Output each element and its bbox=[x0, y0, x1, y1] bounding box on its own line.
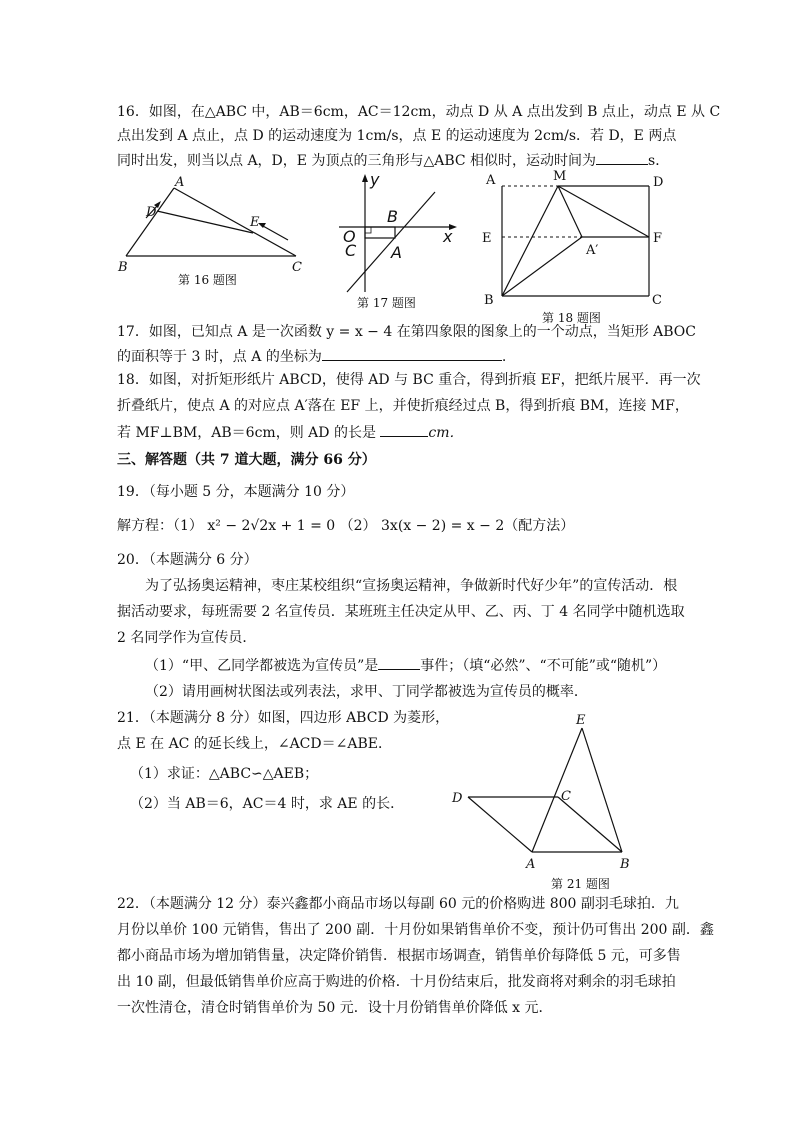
q21-line1: 21．（本题满分 8 分）如图，四边形 ABCD 为菱形， bbox=[117, 710, 450, 726]
q19-head: 19．（每小题 5 分，本题满分 10 分） bbox=[117, 484, 355, 500]
q20-sub1 bbox=[145, 656, 666, 675]
caption-16: 第 16 题图 bbox=[178, 273, 237, 287]
seg-mf bbox=[558, 186, 649, 237]
label-a: A bbox=[391, 243, 402, 262]
label-d: D bbox=[146, 205, 157, 220]
q20-head: 20．（本题满分 6 分） bbox=[117, 552, 258, 568]
seg-ba bbox=[126, 188, 174, 256]
q17-line1: 17．如图，已知点 A 是一次函数 y = x − 4 在第四象限的图象上的一个动点，当矩形 ABOC bbox=[117, 324, 696, 340]
label-c: C bbox=[561, 789, 571, 804]
label-b: B bbox=[620, 857, 630, 872]
right-angle-mark bbox=[365, 227, 371, 233]
y-arrow bbox=[362, 174, 368, 182]
caption-18: 第 18 题图 bbox=[542, 311, 601, 325]
label-y: y bbox=[370, 170, 380, 189]
label-d: D bbox=[653, 175, 664, 190]
rect-aboc bbox=[365, 227, 395, 238]
label-b: B bbox=[118, 260, 128, 275]
label-e: E bbox=[250, 215, 260, 230]
q22-line1: 22．（本题满分 12 分）泰兴鑫都小商品市场以每副 60 元的价格购进 800 副羽毛球拍．九 bbox=[117, 896, 679, 912]
seg-de bbox=[157, 211, 253, 233]
q17-line2-text: 的面积等于 3 时，点 A 的坐标为 bbox=[117, 349, 322, 365]
label-c: C bbox=[292, 260, 302, 275]
q21-line2: 点 E 在 AC 的延长线上，∠ACD＝∠ABE． bbox=[117, 736, 392, 752]
arrow-e-line bbox=[263, 226, 288, 240]
q20-sub2: （2）请用画树状图法或列表法，求甲、丁同学都被选为宣传员的概率． bbox=[145, 684, 588, 700]
label-c: C bbox=[345, 241, 357, 260]
section-3-heading: 三、解答题（共 7 道大题，满分 66 分） bbox=[117, 452, 376, 468]
seg-ba2 bbox=[502, 237, 582, 296]
q19-equations: 解方程：（1） x² − 2√2x + 1 = 0 （2） 3x(x − 2) = x − 2（配方法） bbox=[117, 518, 575, 534]
answer-blank bbox=[380, 423, 428, 437]
figure-21 bbox=[448, 712, 648, 892]
figure-16 bbox=[118, 175, 308, 288]
answer-blank bbox=[322, 347, 502, 361]
label-c: C bbox=[652, 293, 662, 308]
q18-line3 bbox=[117, 423, 464, 442]
q22-line5: 一次性清仓，清仓时销售单价为 50 元．设十月份销售单价降低 x 元． bbox=[117, 1000, 553, 1016]
label-m: M bbox=[553, 169, 567, 184]
q18-line2: 折叠纸片，使点 A 的对应点 A′落在 EF 上，并使折痕经过点 B，得到折痕 BM，连接 MF， bbox=[117, 398, 689, 414]
q18-unit: cm． bbox=[428, 425, 464, 441]
label-e: E bbox=[576, 713, 586, 728]
q16-unit: s． bbox=[648, 153, 670, 169]
answer-blank bbox=[378, 656, 420, 670]
label-b: B bbox=[484, 293, 494, 308]
q22-line4: 出 10 副，但最低销售单价应高于购进的价格．十月份结束后，批发商将对剩余的羽毛球拍 bbox=[117, 974, 676, 990]
caption-21: 第 21 题图 bbox=[551, 877, 610, 891]
seg-ac bbox=[174, 188, 296, 256]
caption-17: 第 17 题图 bbox=[357, 296, 416, 310]
q21-sub2: （2）当 AB＝6，AC＝4 时，求 AE 的长． bbox=[130, 796, 405, 812]
q20-sub1-text: （1）“甲、乙同学都被选为宣传员”是 bbox=[145, 658, 379, 674]
label-a: A bbox=[486, 173, 496, 188]
answer-blank bbox=[596, 151, 648, 165]
label-x: x bbox=[443, 227, 453, 246]
label-a-prime: A′ bbox=[586, 243, 599, 258]
q16-line2: 点出发到 A 点止，点 D 的运动速度为 1cm/s，点 E 的运动速度为 2cm/s．若 D，E 两点 bbox=[117, 128, 677, 144]
q16-line1: 16．如图，在△ABC 中，AB＝6cm，AC＝12cm，动点 D 从 A 点出发到 B 点止，动点 E 从 C bbox=[117, 104, 721, 120]
label-b: B bbox=[387, 207, 398, 226]
figure-18 bbox=[482, 170, 672, 330]
label-o: O bbox=[343, 227, 356, 246]
fold-bm bbox=[502, 186, 558, 296]
side-cb bbox=[558, 797, 622, 852]
label-e: E bbox=[482, 231, 492, 246]
seg-eb bbox=[582, 728, 622, 852]
q22-line3: 都小商品市场为增加销售量，决定降价销售．根据市场调查，销售单价每降低 5 元，可多售 bbox=[117, 948, 681, 964]
q16-line3-text: 同时出发，则当以点 A，D，E 为顶点的三角形与△ABC 相似时，运动时间为 bbox=[117, 153, 597, 169]
q17-period: . bbox=[501, 349, 507, 365]
label-a: A bbox=[526, 857, 536, 872]
q22-line2: 月份以单价 100 元销售，售出了 200 副．十月份如果销售单价不变，预计仍可售出 200 副．鑫 bbox=[117, 922, 714, 938]
q20-para2: 据活动要求，每班需要 2 名宣传员．某班班主任决定从甲、乙、丙、丁 4 名同学中随机选取 bbox=[117, 604, 685, 620]
seg-ae bbox=[532, 728, 582, 852]
seg-ma2 bbox=[558, 186, 582, 237]
label-a: A bbox=[175, 175, 185, 190]
q16-line3 bbox=[117, 151, 669, 170]
figure-17 bbox=[335, 172, 465, 312]
q20-sub1-hint: 事件；（填“必然”、“不可能”或“随机”） bbox=[420, 658, 667, 674]
q18-line1: 18．如图，对折矩形纸片 ABCD，使得 AD 与 BC 重合，得到折痕 EF，把纸片展平．再一次 bbox=[117, 372, 701, 388]
q20-para3: 2 名同学作为宣传员． bbox=[117, 630, 257, 646]
q17-line2 bbox=[117, 347, 506, 366]
q18-line3-text: 若 MF⊥BM，AB＝6cm，则 AD 的长是 bbox=[117, 425, 376, 441]
label-f: F bbox=[653, 231, 663, 246]
label-d: D bbox=[452, 791, 463, 806]
q20-para1: 为了弘扬奥运精神，枣庄某校组织“宣扬奥运精神，争做新时代好少年”的宣传活动．根 bbox=[145, 578, 678, 594]
side-da bbox=[468, 797, 532, 852]
q21-sub1: （1）求证：△ABC∽△AEB； bbox=[130, 766, 319, 782]
